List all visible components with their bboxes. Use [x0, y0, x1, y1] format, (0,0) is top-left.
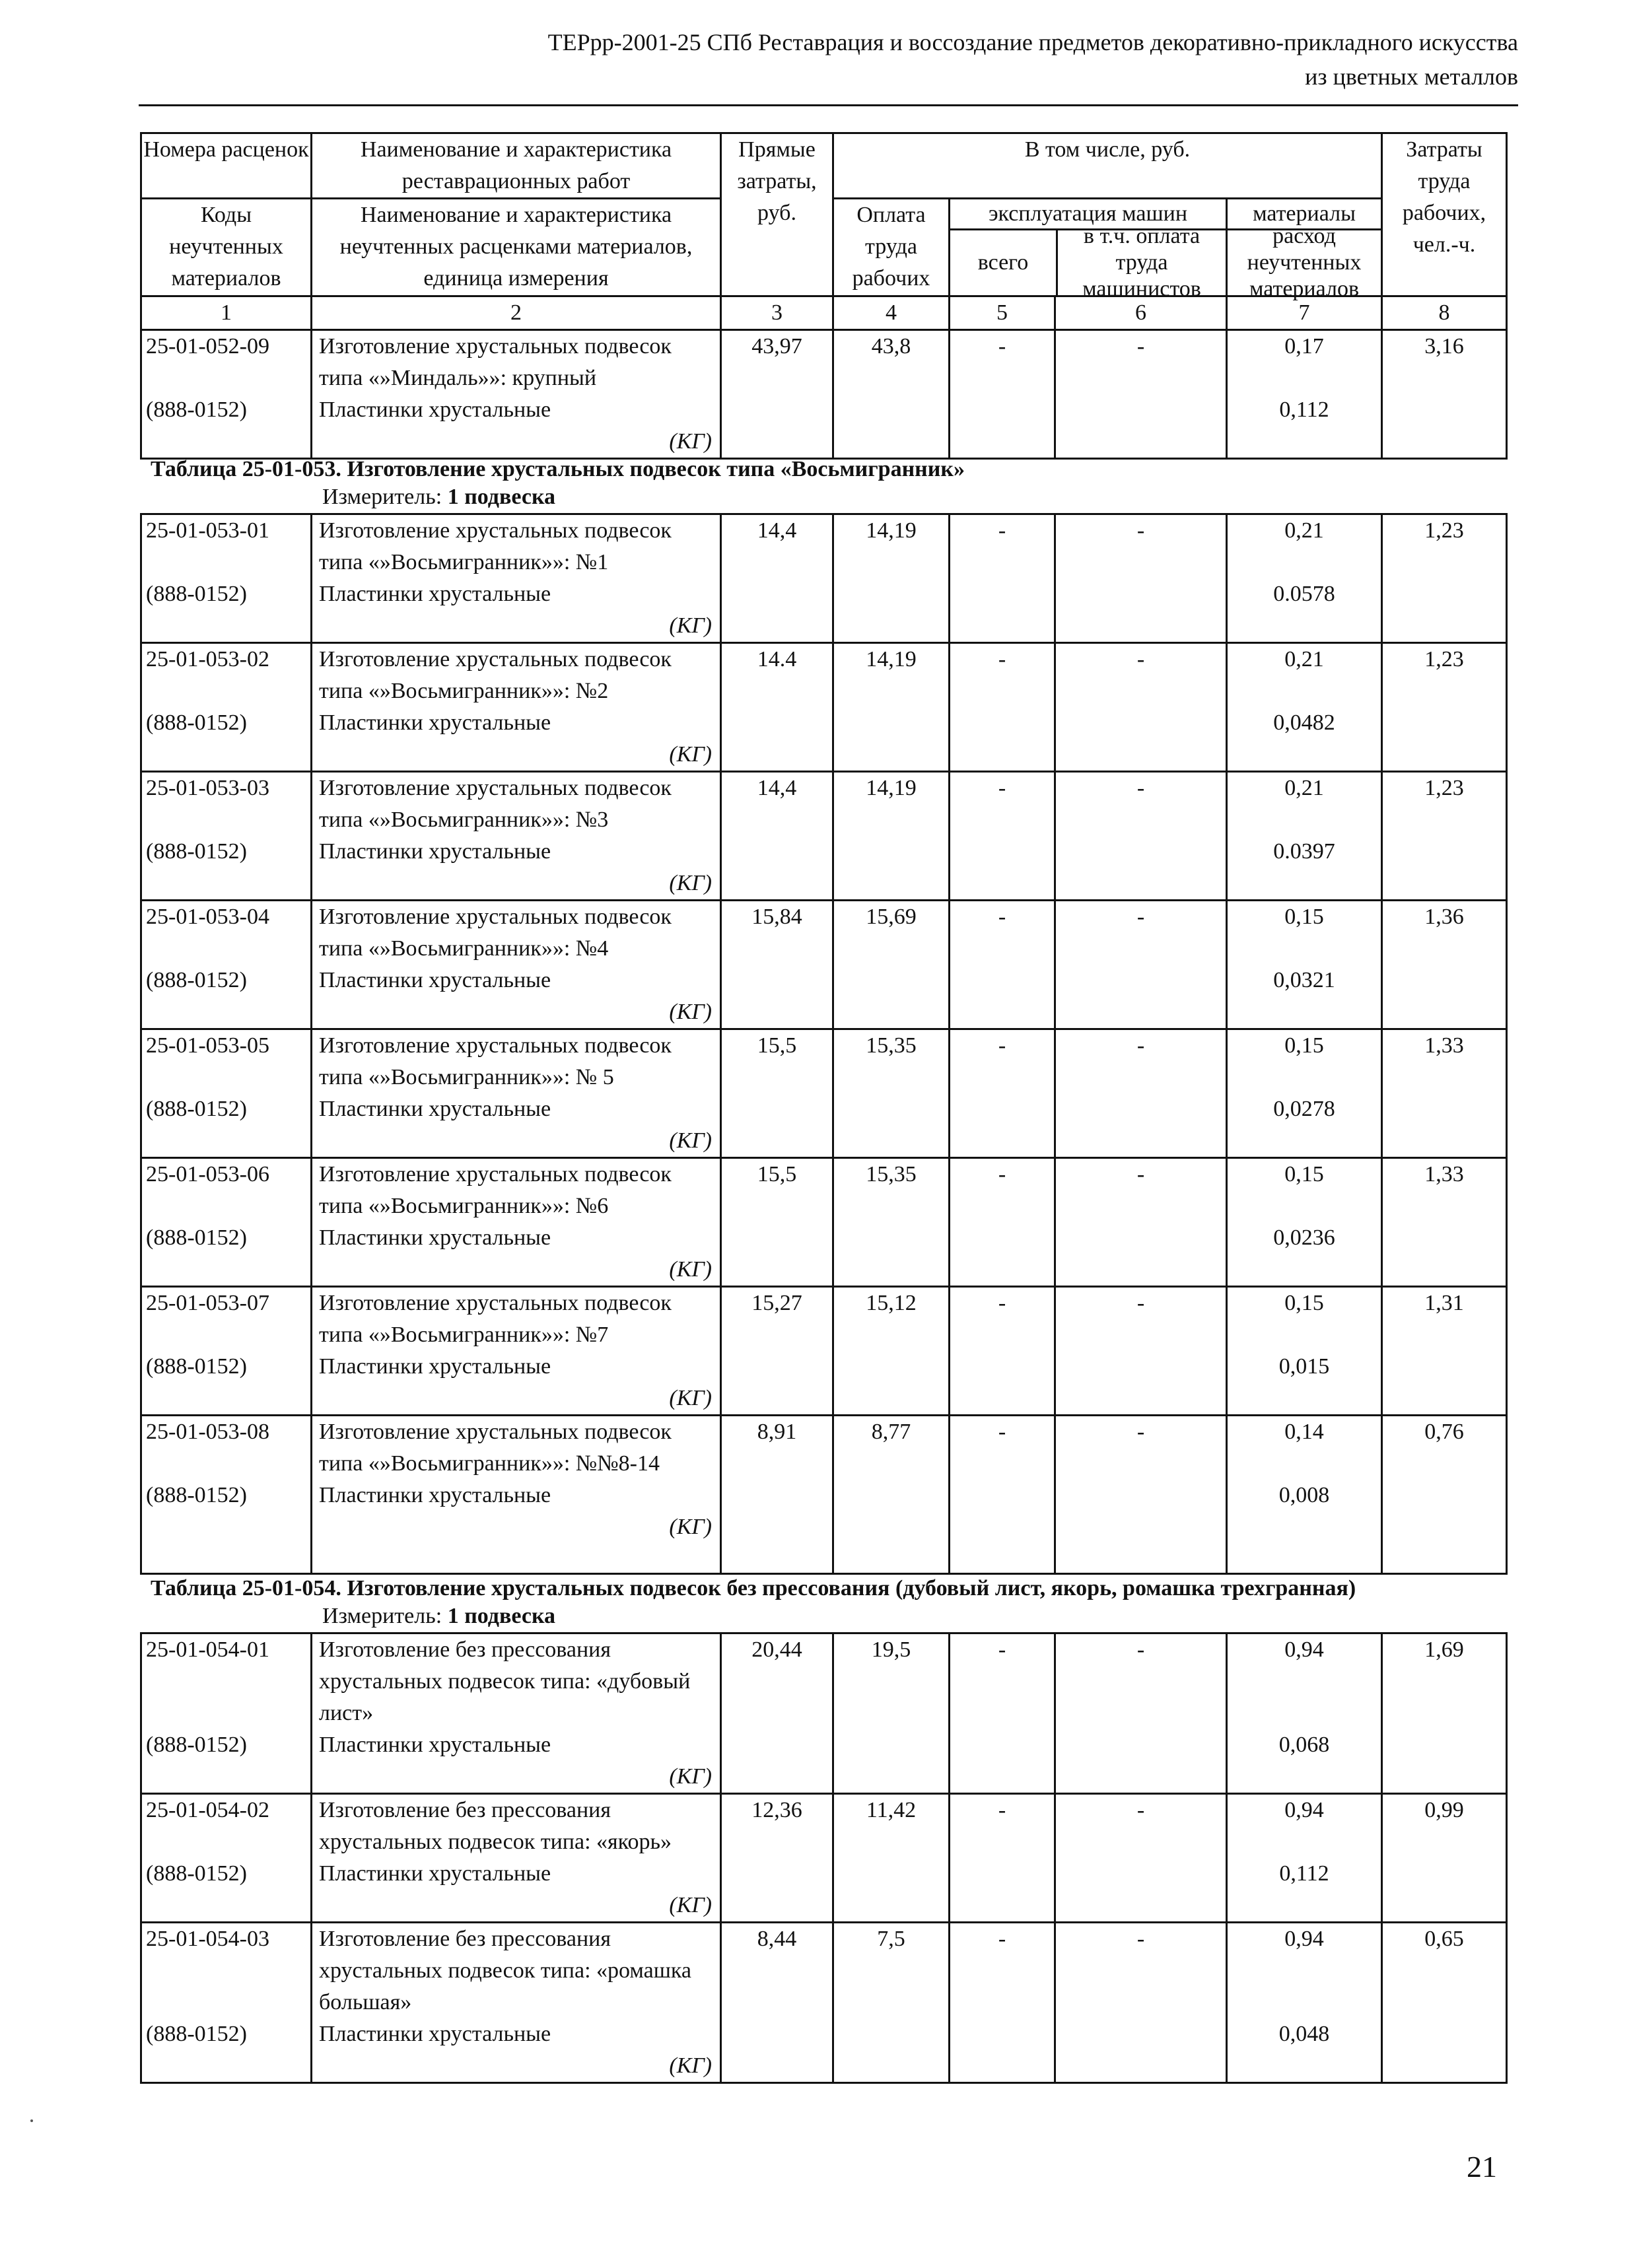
- header-direct-costs: Прямые затраты, руб.: [721, 133, 833, 296]
- material-name: Пластинки хрустальные: [319, 582, 551, 606]
- machines-total: -: [950, 643, 1055, 772]
- direct-costs: 15,27: [721, 1287, 833, 1416]
- machines-total: -: [950, 1416, 1055, 1574]
- direct-costs: 14.4: [721, 643, 833, 772]
- column-number: 6: [1055, 296, 1227, 330]
- material-name: Пластинки хрустальные: [319, 397, 551, 422]
- rate-description: Изготовление хрустальных подвесок типа «»Восьмигранник»»: № 5: [319, 1033, 672, 1089]
- material-unit: (КГ): [669, 871, 712, 895]
- labor-pay: 14,19: [833, 514, 950, 643]
- column-number: 2: [312, 296, 721, 330]
- materials-cell: [1227, 1633, 1382, 1794]
- rate-code-cell: [141, 1287, 312, 1416]
- labor-pay: 15,12: [833, 1287, 950, 1416]
- labor-hours: 0,99: [1382, 1794, 1507, 1923]
- materials-cost: 0,21: [1284, 518, 1324, 543]
- rate-description: Изготовление хрустальных подвесок типа «»Восьмигранник»»: №1: [319, 518, 672, 574]
- machines-total: -: [950, 772, 1055, 901]
- rate-code: 25-01-053-08: [146, 1420, 269, 1444]
- machinist-pay: -: [1055, 1794, 1227, 1923]
- header-rule: [139, 104, 1518, 106]
- material-code: (888-0152): [146, 1483, 247, 1507]
- material-name: Пластинки хрустальные: [319, 2022, 551, 2046]
- rate-description: Изготовление без прессования хрустальных подвесок типа: «дубовый лист»: [319, 1637, 691, 1725]
- rate-description: Изготовление без прессования хрустальных подвесок типа: «якорь»: [319, 1798, 672, 1854]
- table-054-title: Таблица 25-01-054. Изготовление хрустальных подвесок без прессования (дубовый лист, якорь, ромашка трехгранная): [151, 1576, 1356, 1600]
- machines-total: -: [950, 514, 1055, 643]
- rate-code: 25-01-053-01: [146, 518, 269, 543]
- material-name: Пластинки хрустальные: [319, 839, 551, 864]
- material-quantity: 0,112: [1279, 1861, 1329, 1886]
- table-053-title: Таблица 25-01-053. Изготовление хрустальных подвесок типа «Восьмигранник»: [151, 457, 965, 481]
- rate-description: Изготовление хрустальных подвесок типа «»Восьмигранник»»: №2: [319, 647, 672, 703]
- rate-code-cell: [141, 901, 312, 1029]
- material-code: (888-0152): [146, 582, 247, 606]
- material-code: (888-0152): [146, 710, 247, 735]
- materials-cost: 0,17: [1284, 334, 1324, 359]
- header-unaccounted-materials: расход неучтенных материалов: [1247, 224, 1362, 301]
- material-quantity: 0,048: [1278, 2022, 1330, 2046]
- rate-row: [141, 1633, 1507, 1794]
- material-code: (888-0152): [146, 1097, 247, 1121]
- header-material-codes: Коды неучтенных материалов: [141, 199, 312, 296]
- rate-code-cell: [141, 1029, 312, 1158]
- machinist-pay: -: [1055, 643, 1227, 772]
- header-machines: эксплуатация машин: [950, 199, 1226, 230]
- material-code: (888-0152): [146, 1225, 247, 1250]
- material-name: Пластинки хрустальные: [319, 1861, 551, 1886]
- rate-code-cell: [141, 1158, 312, 1287]
- machinist-pay: -: [1055, 1416, 1227, 1574]
- machinist-pay: -: [1055, 901, 1227, 1029]
- labor-pay: 7,5: [833, 1923, 950, 2083]
- material-name: Пластинки хрустальные: [319, 1097, 551, 1121]
- material-name: Пластинки хрустальные: [319, 1733, 551, 1757]
- materials-cost: 0,94: [1284, 1798, 1324, 1822]
- material-name: Пластинки хрустальные: [319, 1483, 551, 1507]
- labor-pay: 15,35: [833, 1158, 950, 1287]
- labor-hours: 1,33: [1382, 1029, 1507, 1158]
- labor-hours: 1,23: [1382, 643, 1507, 772]
- rate-description-cell: [312, 1794, 721, 1923]
- header-materials: материалы: [1228, 199, 1381, 230]
- materials-cell: [1227, 514, 1382, 643]
- labor-pay: 11,42: [833, 1794, 950, 1923]
- direct-costs: 8,91: [721, 1416, 833, 1574]
- machinist-pay: -: [1055, 1287, 1227, 1416]
- labor-hours: 0,76: [1382, 1416, 1507, 1574]
- labor-pay: 8,77: [833, 1416, 950, 1574]
- materials-cell: [1227, 901, 1382, 1029]
- direct-costs: 15,5: [721, 1158, 833, 1287]
- materials-cost: 0,15: [1284, 1162, 1324, 1186]
- material-unit: (КГ): [669, 1893, 712, 1917]
- machines-total: -: [950, 1158, 1055, 1287]
- labor-hours: 1,69: [1382, 1633, 1507, 1794]
- materials-cost: 0,94: [1284, 1637, 1324, 1662]
- rate-row: [141, 330, 1507, 459]
- rate-description: Изготовление хрустальных подвесок типа «»Восьмигранник»»: №7: [319, 1291, 672, 1347]
- materials-cell: [1227, 1923, 1382, 2083]
- material-unit: (КГ): [669, 1764, 712, 1789]
- header-machines-total: всего: [950, 230, 1058, 295]
- material-unit: (КГ): [669, 429, 712, 454]
- column-number: 8: [1382, 296, 1507, 330]
- materials-cost: 0,21: [1284, 776, 1324, 800]
- column-number: 7: [1227, 296, 1382, 330]
- rate-row: [141, 1158, 1507, 1287]
- rates-table-052: [140, 132, 1508, 460]
- material-unit: (КГ): [669, 742, 712, 767]
- rate-code: 25-01-053-02: [146, 647, 269, 671]
- rate-row: [141, 1287, 1507, 1416]
- measure-label: Измеритель:: [322, 1604, 442, 1628]
- material-code: (888-0152): [146, 1733, 247, 1757]
- rate-description-cell: [312, 1158, 721, 1287]
- materials-cell: [1227, 330, 1382, 459]
- machines-total: -: [950, 901, 1055, 1029]
- labor-pay: 14,19: [833, 643, 950, 772]
- rate-code-cell: [141, 514, 312, 643]
- table-header: [141, 133, 1507, 301]
- materials-cost: 0,14: [1284, 1420, 1324, 1444]
- machinist-pay: -: [1055, 772, 1227, 901]
- scan-speck: [30, 2119, 33, 2122]
- machines-total: -: [950, 1029, 1055, 1158]
- measure-value: 1 подвеска: [447, 485, 556, 509]
- material-unit: (КГ): [669, 1257, 712, 1282]
- machines-total: -: [950, 330, 1055, 459]
- material-code: (888-0152): [146, 968, 247, 992]
- material-unit: (КГ): [669, 1515, 712, 1539]
- column-number: 1: [141, 296, 312, 330]
- material-unit: (КГ): [669, 2053, 712, 2078]
- rate-description-cell: [312, 1029, 721, 1158]
- labor-pay: 43,8: [833, 330, 950, 459]
- column-number: 3: [721, 296, 833, 330]
- rate-description-cell: [312, 1633, 721, 1794]
- rate-code: 25-01-053-03: [146, 776, 269, 800]
- rate-description: Изготовление без прессования хрустальных подвесок типа: «ромашка большая»: [319, 1927, 692, 2014]
- rate-description-cell: [312, 514, 721, 643]
- labor-hours: 1,36: [1382, 901, 1507, 1029]
- direct-costs: 20,44: [721, 1633, 833, 1794]
- measure-value: 1 подвеска: [447, 1604, 556, 1628]
- rate-code: 25-01-053-04: [146, 905, 269, 929]
- material-code: (888-0152): [146, 1861, 247, 1886]
- material-quantity: 0,112: [1279, 397, 1329, 422]
- material-unit: (КГ): [669, 1128, 712, 1153]
- header-line-1: ТЕРрр-2001-25 СПб Реставрация и воссоздание предметов декоративно-прикладного искусства: [547, 29, 1518, 55]
- header-machinist-pay: в т.ч. оплата труда машинистов: [1082, 224, 1201, 301]
- rate-code: 25-01-052-09: [146, 334, 269, 359]
- labor-pay: 19,5: [833, 1633, 950, 1794]
- rate-code: 25-01-053-05: [146, 1033, 269, 1058]
- direct-costs: 14,4: [721, 772, 833, 901]
- rate-code-cell: [141, 330, 312, 459]
- material-unit: (КГ): [669, 613, 712, 638]
- rate-code: 25-01-053-07: [146, 1291, 269, 1315]
- rate-code: 25-01-054-02: [146, 1798, 269, 1822]
- machinist-pay: -: [1055, 514, 1227, 643]
- direct-costs: 15,84: [721, 901, 833, 1029]
- labor-hours: 0,65: [1382, 1923, 1507, 2083]
- table-054-measure: [322, 1602, 555, 1631]
- rate-description: Изготовление хрустальных подвесок типа «»Миндаль»»: крупный: [319, 334, 672, 390]
- material-quantity: 0,0482: [1273, 710, 1335, 735]
- labor-hours: 1,23: [1382, 772, 1507, 901]
- header-labor-pay: Оплата труда рабочих: [833, 199, 950, 296]
- labor-pay: 14,19: [833, 772, 950, 901]
- material-code: (888-0152): [146, 2022, 247, 2046]
- material-code: (888-0152): [146, 1354, 247, 1379]
- header-line-2: из цветных металлов: [1305, 63, 1518, 90]
- rate-row: [141, 514, 1507, 643]
- direct-costs: 14,4: [721, 514, 833, 643]
- rate-description-cell: [312, 643, 721, 772]
- labor-pay: 15,69: [833, 901, 950, 1029]
- direct-costs: 43,97: [721, 330, 833, 459]
- materials-cell: [1227, 643, 1382, 772]
- rate-code: 25-01-054-03: [146, 1927, 269, 1951]
- rate-description-cell: [312, 901, 721, 1029]
- header-including-group: В том числе, руб.: [833, 133, 1382, 199]
- materials-cost: 0,15: [1284, 1291, 1324, 1315]
- material-quantity: 0.0397: [1273, 839, 1335, 864]
- material-code: (888-0152): [146, 839, 247, 864]
- rate-description-cell: [312, 772, 721, 901]
- rate-description: Изготовление хрустальных подвесок типа «»Восьмигранник»»: №3: [319, 776, 672, 832]
- rates-table-054: [140, 1632, 1508, 2084]
- material-name: Пластинки хрустальные: [319, 710, 551, 735]
- material-name: Пластинки хрустальные: [319, 1354, 551, 1379]
- column-number: 4: [833, 296, 950, 330]
- labor-hours: 1,33: [1382, 1158, 1507, 1287]
- direct-costs: 15,5: [721, 1029, 833, 1158]
- machinist-pay: -: [1055, 1158, 1227, 1287]
- direct-costs: 8,44: [721, 1923, 833, 2083]
- labor-hours: 1,23: [1382, 514, 1507, 643]
- table-053-measure: [322, 483, 555, 512]
- rate-code-cell: [141, 1794, 312, 1923]
- material-quantity: 0,0321: [1273, 968, 1335, 992]
- column-numbers-row: [141, 296, 1507, 330]
- rate-row: [141, 1794, 1507, 1923]
- rate-row: [141, 643, 1507, 772]
- rate-description-cell: [312, 1287, 721, 1416]
- rate-description-cell: [312, 1923, 721, 2083]
- materials-cell: [1227, 1029, 1382, 1158]
- rate-code-cell: [141, 643, 312, 772]
- materials-cell: [1227, 1287, 1382, 1416]
- material-quantity: 0,0278: [1273, 1097, 1335, 1121]
- header-labor-hours: Затраты труда рабочих, чел.-ч.: [1382, 133, 1507, 296]
- rate-description-cell: [312, 330, 721, 459]
- material-unit: (КГ): [669, 1000, 712, 1024]
- rate-code-cell: [141, 1416, 312, 1574]
- material-name: Пластинки хрустальные: [319, 968, 551, 992]
- machines-total: -: [950, 1287, 1055, 1416]
- material-quantity: 0,068: [1278, 1733, 1330, 1757]
- rate-row: [141, 901, 1507, 1029]
- machines-total: -: [950, 1794, 1055, 1923]
- material-quantity: 0,015: [1278, 1354, 1330, 1379]
- page-header: [139, 25, 1518, 94]
- rate-code-cell: [141, 1633, 312, 1794]
- rates-table-053: [140, 513, 1508, 1575]
- page-number: 21: [1467, 2150, 1497, 2183]
- direct-costs: 12,36: [721, 1794, 833, 1923]
- materials-cell: [1227, 1794, 1382, 1923]
- rate-row: [141, 1923, 1507, 2083]
- labor-pay: 15,35: [833, 1029, 950, 1158]
- materials-cell: [1227, 1416, 1382, 1574]
- rate-row: [141, 1029, 1507, 1158]
- machinist-pay: -: [1055, 1633, 1227, 1794]
- material-code: (888-0152): [146, 397, 247, 422]
- materials-cell: [1227, 1158, 1382, 1287]
- rate-code-cell: [141, 772, 312, 901]
- rate-row: [141, 1416, 1507, 1574]
- machinist-pay: -: [1055, 1923, 1227, 2083]
- rate-code: 25-01-054-01: [146, 1637, 269, 1662]
- material-quantity: 0,008: [1278, 1483, 1330, 1507]
- header-rate-numbers: Номера расценок: [141, 133, 312, 199]
- material-quantity: 0,0236: [1273, 1225, 1335, 1250]
- column-number: 5: [950, 296, 1055, 330]
- rate-description-cell: [312, 1416, 721, 1574]
- material-unit: (КГ): [669, 1386, 712, 1410]
- materials-cost: 0,94: [1284, 1927, 1324, 1951]
- rate-row: [141, 772, 1507, 901]
- rate-code-cell: [141, 1923, 312, 2083]
- rate-code: 25-01-053-06: [146, 1162, 269, 1186]
- labor-hours: 3,16: [1382, 330, 1507, 459]
- material-name: Пластинки хрустальные: [319, 1225, 551, 1250]
- labor-hours: 1,31: [1382, 1287, 1507, 1416]
- machines-total: -: [950, 1923, 1055, 2083]
- materials-cell: [1227, 772, 1382, 901]
- material-quantity: 0.0578: [1273, 582, 1335, 606]
- rate-description: Изготовление хрустальных подвесок типа «»Восьмигранник»»: №№8-14: [319, 1420, 672, 1476]
- materials-cost: 0,15: [1284, 1033, 1324, 1058]
- machinist-pay: -: [1055, 330, 1227, 459]
- rate-description: Изготовление хрустальных подвесок типа «»Восьмигранник»»: №4: [319, 905, 672, 961]
- machines-total: -: [950, 1633, 1055, 1794]
- measure-label: Измеритель:: [322, 485, 442, 509]
- rate-description: Изготовление хрустальных подвесок типа «»Восьмигранник»»: №6: [319, 1162, 672, 1218]
- machinist-pay: -: [1055, 1029, 1227, 1158]
- header-work-name: Наименование и характеристика реставрационных работ: [312, 133, 721, 199]
- materials-cost: 0,21: [1284, 647, 1324, 671]
- materials-cost: 0,15: [1284, 905, 1324, 929]
- header-material-name: Наименование и характеристика неучтенных расценками материалов, единица измерения: [312, 199, 721, 296]
